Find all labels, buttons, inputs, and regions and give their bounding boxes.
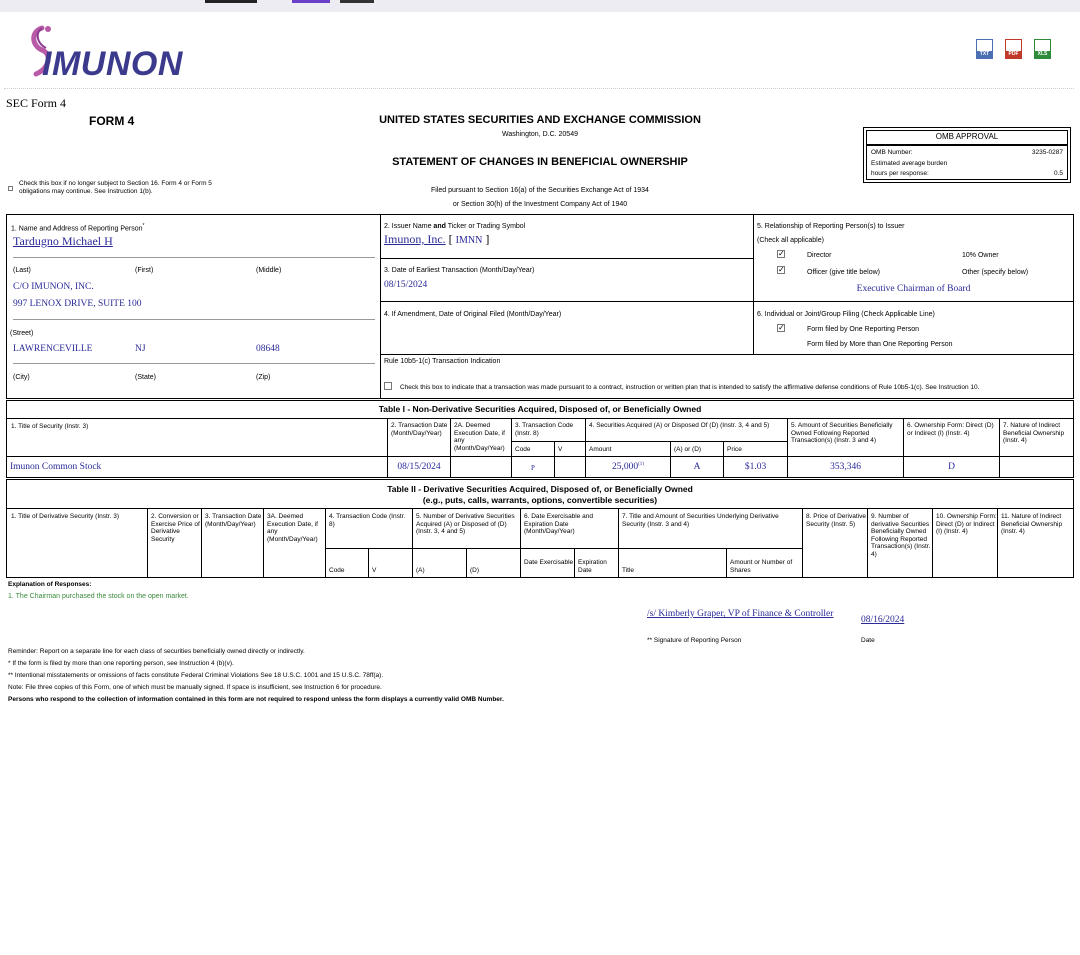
officer-label: Officer (give title below) xyxy=(807,269,881,276)
middle-label: (Middle) xyxy=(256,267,282,274)
omb-title: OMB APPROVAL xyxy=(866,130,1068,145)
t2-header-form: 10. Ownership Form: Direct (D) or Indirect (I) (Instr. 4) xyxy=(936,513,997,535)
t1-sub-aord xyxy=(670,441,724,457)
header-divider xyxy=(4,88,1074,89)
omb-burden-value: 0.5 xyxy=(1053,170,1063,177)
omb-number-value: 3235-0287 xyxy=(1031,149,1063,156)
issuer-line: Imunon, Inc. [ IMNN ] xyxy=(384,232,490,246)
xls-download-icon[interactable] xyxy=(1034,39,1051,59)
signature-label: ** Signature of Reporting Person xyxy=(647,637,742,644)
reminder-line-4: Note: File three copies of this Form, one of which must be manually signed. If space is insufficient, see Instruction 6 for procedure. xyxy=(8,684,382,691)
footer-omb-notice: Persons who respond to the collection of information contained in this form are not required to respond unless the form displays a currently valid OMB Number. xyxy=(8,696,504,703)
t2-h1 xyxy=(6,508,148,578)
relationship-check-all: (Check all applicable) xyxy=(757,237,824,244)
pdf-download-label: PDF xyxy=(1008,51,1019,57)
state-label: (State) xyxy=(135,374,157,381)
t2-header-deemed: 3A. Deemed Execution Date, if any (Month/Day/Year) xyxy=(267,513,318,543)
t2-h11 xyxy=(997,508,1074,578)
t2-sub-expiration-label: Expiration Date xyxy=(578,559,607,574)
table2-subtitle: (e.g., puts, calls, warrants, options, convertible securities) xyxy=(422,495,658,505)
t2-header-number: 5. Number of Derivative Securities Acquired (A) or Disposed of (D) (Instr. 3, 4 and 5) xyxy=(416,513,515,535)
issuer-label xyxy=(384,223,525,230)
t1-sub-price-label: Price xyxy=(727,446,742,453)
director-checkbox[interactable]: ✓ xyxy=(778,249,785,258)
t1-row-v-cell xyxy=(554,456,586,478)
download-icons xyxy=(976,39,1051,59)
t1-header-date: 2. Transaction Date (Month/Day/Year) xyxy=(391,422,448,437)
table1-title: Table I - Non-Derivative Securities Acquired, Disposed of, or Beneficially Owned xyxy=(378,404,702,414)
t1-row-code: P xyxy=(531,464,535,472)
state-value: NJ xyxy=(135,344,146,354)
t1-header-form: 6. Ownership Form: Direct (D) or Indirect (I) (Instr. 4) xyxy=(907,422,994,437)
t2-sub-code xyxy=(325,548,369,578)
t2-sub-amount xyxy=(726,548,803,578)
t2-sub-title-label: Title xyxy=(622,567,635,574)
reporting-person-label xyxy=(11,223,144,232)
t2-h9 xyxy=(867,508,933,578)
section16-text-line1: Check this box if no longer subject to Section 16. Form 4 or Form 5 xyxy=(19,180,212,187)
t1-header-code: 3. Transaction Code (Instr. 8) xyxy=(515,422,574,437)
t1-row-amount-cell xyxy=(585,456,671,478)
reminder-line-3: ** Intentional misstatements or omissions of facts constitute Federal Criminal Violations See 18 U.S.C. 1001 and 15 U.S.C. 78ff(a). xyxy=(8,672,384,679)
t1-sub-v xyxy=(554,441,586,457)
t1-h2a xyxy=(450,418,512,457)
t1-header-acquired: 4. Securities Acquired (A) or Disposed Of (D) (Instr. 3, 4 and 5) xyxy=(589,422,770,429)
rule-10b5-checkbox[interactable] xyxy=(384,382,392,390)
explanation-note-1: 1. The Chairman purchased the stock on the open market. xyxy=(8,593,189,600)
t1-row-price-cell xyxy=(723,456,788,478)
omb-burden-label1: Estimated average burden xyxy=(871,160,948,167)
top-strip-mark xyxy=(340,0,374,3)
t1-h6 xyxy=(903,418,1000,457)
zip-label: (Zip) xyxy=(256,374,271,381)
sec-form-label: SEC Form 4 xyxy=(6,96,67,110)
t2-h10 xyxy=(932,508,998,578)
signature-date-label: Date xyxy=(861,637,875,644)
t2-sub-d-label: (D) xyxy=(470,567,480,574)
t2-h6 xyxy=(520,508,619,549)
signature-date[interactable]: 08/16/2024 xyxy=(861,615,905,625)
t2-h3a xyxy=(263,508,326,578)
relationship-box xyxy=(753,214,1074,302)
t1-row-aord: A xyxy=(693,462,701,472)
t1-row-owned: 353,346 xyxy=(830,462,861,472)
other-label: Other (specify below) xyxy=(962,269,1029,276)
earliest-transaction-date: 08/15/2024 xyxy=(384,280,428,290)
t2-header-exercisable: 6. Date Exercisable and Expiration Date (Month/Day/Year) xyxy=(524,513,594,535)
issuer-label-post: Ticker or Trading Symbol xyxy=(445,223,526,230)
street-underline xyxy=(13,319,375,320)
t2-h4 xyxy=(325,508,413,549)
issuer-ticker: IMNN xyxy=(455,235,483,246)
t1-row-form: D xyxy=(948,462,955,472)
t2-header-underlying: 7. Title and Amount of Securities Underlying Derivative Security (Instr. 3 and 4) xyxy=(622,513,779,528)
t1-row-amount: 25,000 xyxy=(612,462,639,473)
table2-title: Table II - Derivative Securities Acquired, Disposed of, or Beneficially Owned xyxy=(387,484,693,494)
top-strip-mark xyxy=(292,0,330,3)
section16-text-line2: obligations may continue. See Instruction 1(b). xyxy=(19,188,153,195)
name-underline xyxy=(13,257,375,258)
omb-burden-label2: hours per response: xyxy=(871,170,929,177)
director-label: Director xyxy=(807,252,832,259)
t1-sub-aord-label: (A) or (D) xyxy=(674,446,702,453)
form-title: FORM 4 xyxy=(89,114,135,128)
t1-h3 xyxy=(511,418,586,442)
amendment-box xyxy=(380,301,754,355)
officer-title: Executive Chairman of Board xyxy=(856,284,971,294)
t1-sub-amount xyxy=(585,441,671,457)
logo-text: IMUNON xyxy=(42,45,183,83)
pdf-download-icon[interactable] xyxy=(1005,39,1022,59)
t1-h4 xyxy=(585,418,788,442)
filing-one-label: Form filed by One Reporting Person xyxy=(807,326,920,333)
t1-row-code-cell xyxy=(511,456,555,478)
t1-row-security: Imunon Common Stock xyxy=(10,462,102,472)
t1-h2 xyxy=(387,418,451,457)
issuer-label-and: and xyxy=(433,223,446,230)
t2-header-nature: 11. Nature of Indirect Beneficial Ownership (Instr. 4) xyxy=(1001,513,1063,535)
t1-row-date-cell xyxy=(387,456,451,478)
last-label: (Last) xyxy=(13,267,31,274)
filing-label: 6. Individual or Joint/Group Filing (Check Applicable Line) xyxy=(757,311,935,318)
filing-box xyxy=(753,301,1074,355)
t2-sub-exercisable xyxy=(520,548,575,578)
city-label: (City) xyxy=(13,374,30,381)
t2-sub-a-label: (A) xyxy=(416,567,425,574)
t1-row-form-cell xyxy=(903,456,1000,478)
city-underline xyxy=(13,363,375,364)
earliest-transaction-label: 3. Date of Earliest Transaction (Month/Day/Year) xyxy=(384,267,535,274)
t2-sub-v xyxy=(368,548,413,578)
t2-header-conversion: 2. Conversion or Exercise Price of Derivative Security xyxy=(151,513,200,543)
explanation-label: Explanation of Responses: xyxy=(8,581,92,588)
issuer-label-pre: 2. Issuer Name xyxy=(384,223,434,230)
t2-sub-v-label: V xyxy=(372,567,377,574)
t2-h5 xyxy=(412,508,521,549)
t1-sub-v-label: V xyxy=(558,446,563,453)
t2-h2 xyxy=(147,508,202,578)
t1-header-deemed: 2A. Deemed Execution Date, if any (Month/Day/Year) xyxy=(454,422,505,452)
t1-row-price: $1.03 xyxy=(744,462,767,472)
t2-header-code: 4. Transaction Code (Instr. 8) xyxy=(329,513,406,528)
t1-sub-amount-label: Amount xyxy=(589,446,612,453)
amendment-label: 4. If Amendment, Date of Original Filed (Month/Day/Year) xyxy=(384,311,562,318)
agency-title: UNITED STATES SECURITIES AND EXCHANGE COMMISSION xyxy=(379,114,701,126)
owner10-label: 10% Owner xyxy=(962,252,999,259)
table-row xyxy=(6,456,388,478)
statement-title: STATEMENT OF CHANGES IN BENEFICIAL OWNERSHIP xyxy=(392,156,688,168)
t2-header-date: 3. Transaction Date (Month/Day/Year) xyxy=(205,513,262,528)
rule-10b5-text: Check this box to indicate that a transaction was made pursuant to a contract, instruction or written plan that is intended to satisfy the affirmative defense conditions of Rule 10b5-1(c). See Instruction 10. xyxy=(400,384,980,391)
earliest-transaction-box xyxy=(380,258,754,302)
t1-row-amount-wrap xyxy=(586,462,670,472)
t2-sub-d xyxy=(466,548,521,578)
omb-number-label: OMB Number: xyxy=(871,149,913,156)
relationship-label: 5. Relationship of Reporting Person(s) to Issuer xyxy=(757,223,905,230)
reminder-line-2: * If the form is filed by more than one reporting person, see Instruction 4 (b)(v). xyxy=(8,660,234,667)
reporting-person-box xyxy=(6,214,381,399)
t1-header-nature: 7. Nature of Indirect Beneficial Ownership (Instr. 4) xyxy=(1003,422,1065,444)
issuer-box xyxy=(380,214,754,259)
t2-sub-amount-label: Amount or Number of Shares xyxy=(730,559,793,574)
t2-header-price: 8. Price of Derivative Security (Instr. 5) xyxy=(806,513,866,528)
t2-sub-a xyxy=(412,548,467,578)
t1-h5 xyxy=(787,418,904,457)
t1-row-owned-cell xyxy=(787,456,904,478)
t1-row-nature-cell xyxy=(999,456,1074,478)
city-value: LAWRENCEVILLE xyxy=(13,344,93,354)
t2-h8 xyxy=(802,508,868,578)
address-line2: 997 LENOX DRIVE, SUITE 100 xyxy=(13,299,142,309)
reporting-person-asterisk: * xyxy=(142,223,145,229)
browser-top-strip xyxy=(0,0,1080,12)
t1-sub-code xyxy=(511,441,555,457)
t1-row-footnote[interactable]: (1) xyxy=(638,462,644,467)
table2-title-box xyxy=(6,479,1074,509)
company-logo[interactable] xyxy=(12,24,192,82)
txt-download-icon[interactable] xyxy=(976,39,993,59)
t1-row-deemed-cell xyxy=(450,456,512,478)
t1-row-date: 08/15/2024 xyxy=(397,462,441,472)
reminder-line-1: Reminder: Report on a separate line for each class of securities beneficially owned directly or indirectly. xyxy=(8,648,305,655)
address-line1: C/O IMUNON, INC. xyxy=(13,282,94,292)
t2-header-title: 1. Title of Derivative Security (Instr. 3) xyxy=(11,513,120,520)
signature-link[interactable]: /s/ Kimberly Graper, VP of Finance & Controller xyxy=(647,609,834,619)
txt-download-label: TXT xyxy=(979,51,990,57)
t2-sub-exercisable-label: Date Exercisable xyxy=(524,559,574,566)
t1-header-owned: 5. Amount of Securities Beneficially Owned Following Reported Transaction(s) (Instr. 3 and 4) xyxy=(791,422,893,444)
agency-location: Washington, D.C. 20549 xyxy=(501,131,578,138)
filed-pursuant-line1: Filed pursuant to Section 16(a) of the Securities Exchange Act of 1934 xyxy=(431,187,649,194)
omb-approval-box xyxy=(863,127,1071,183)
rule-10b5-box xyxy=(380,354,1074,399)
street-label: (Street) xyxy=(10,330,34,337)
t1-h1 xyxy=(6,418,388,457)
table1-title-box xyxy=(6,400,1074,419)
filed-pursuant-line2: or Section 30(h) of the Investment Company Act of 1940 xyxy=(452,201,628,208)
issuer-name-link[interactable]: Imunon, Inc. xyxy=(384,232,446,246)
t1-header-title: 1. Title of Security (Instr. 3) xyxy=(11,423,89,430)
top-strip-mark xyxy=(205,0,257,3)
t1-row-aord-cell xyxy=(670,456,724,478)
t1-sub-code-label: Code xyxy=(515,446,531,453)
reporting-person-name-link[interactable]: Tardugno Michael H xyxy=(13,234,113,248)
omb-details xyxy=(866,145,1068,180)
first-label: (First) xyxy=(135,267,154,274)
t1-sub-price xyxy=(723,441,788,457)
filing-more-label: Form filed by More than One Reporting Person xyxy=(807,341,953,348)
t2-h3 xyxy=(201,508,264,578)
t2-header-owned: 9. Number of derivative Securities Beneficially Owned Following Reported Transaction(s) (Instr. 4) xyxy=(871,513,931,558)
xls-download-label: XLS xyxy=(1037,51,1048,57)
officer-checkbox[interactable]: ✓ xyxy=(778,265,785,274)
t2-sub-title xyxy=(618,548,727,578)
filing-one-checkbox[interactable]: ✓ xyxy=(778,323,785,332)
t2-sub-expiration xyxy=(574,548,619,578)
reporting-person-label-text: 1. Name and Address of Reporting Person xyxy=(11,225,143,233)
rule-10b5-label: Rule 10b5-1(c) Transaction Indication xyxy=(384,358,501,365)
section16-checkbox[interactable] xyxy=(8,186,13,191)
t2-h7 xyxy=(618,508,803,549)
t1-h7 xyxy=(999,418,1074,457)
t2-sub-code-label: Code xyxy=(329,567,345,574)
zip-value: 08648 xyxy=(256,344,280,354)
